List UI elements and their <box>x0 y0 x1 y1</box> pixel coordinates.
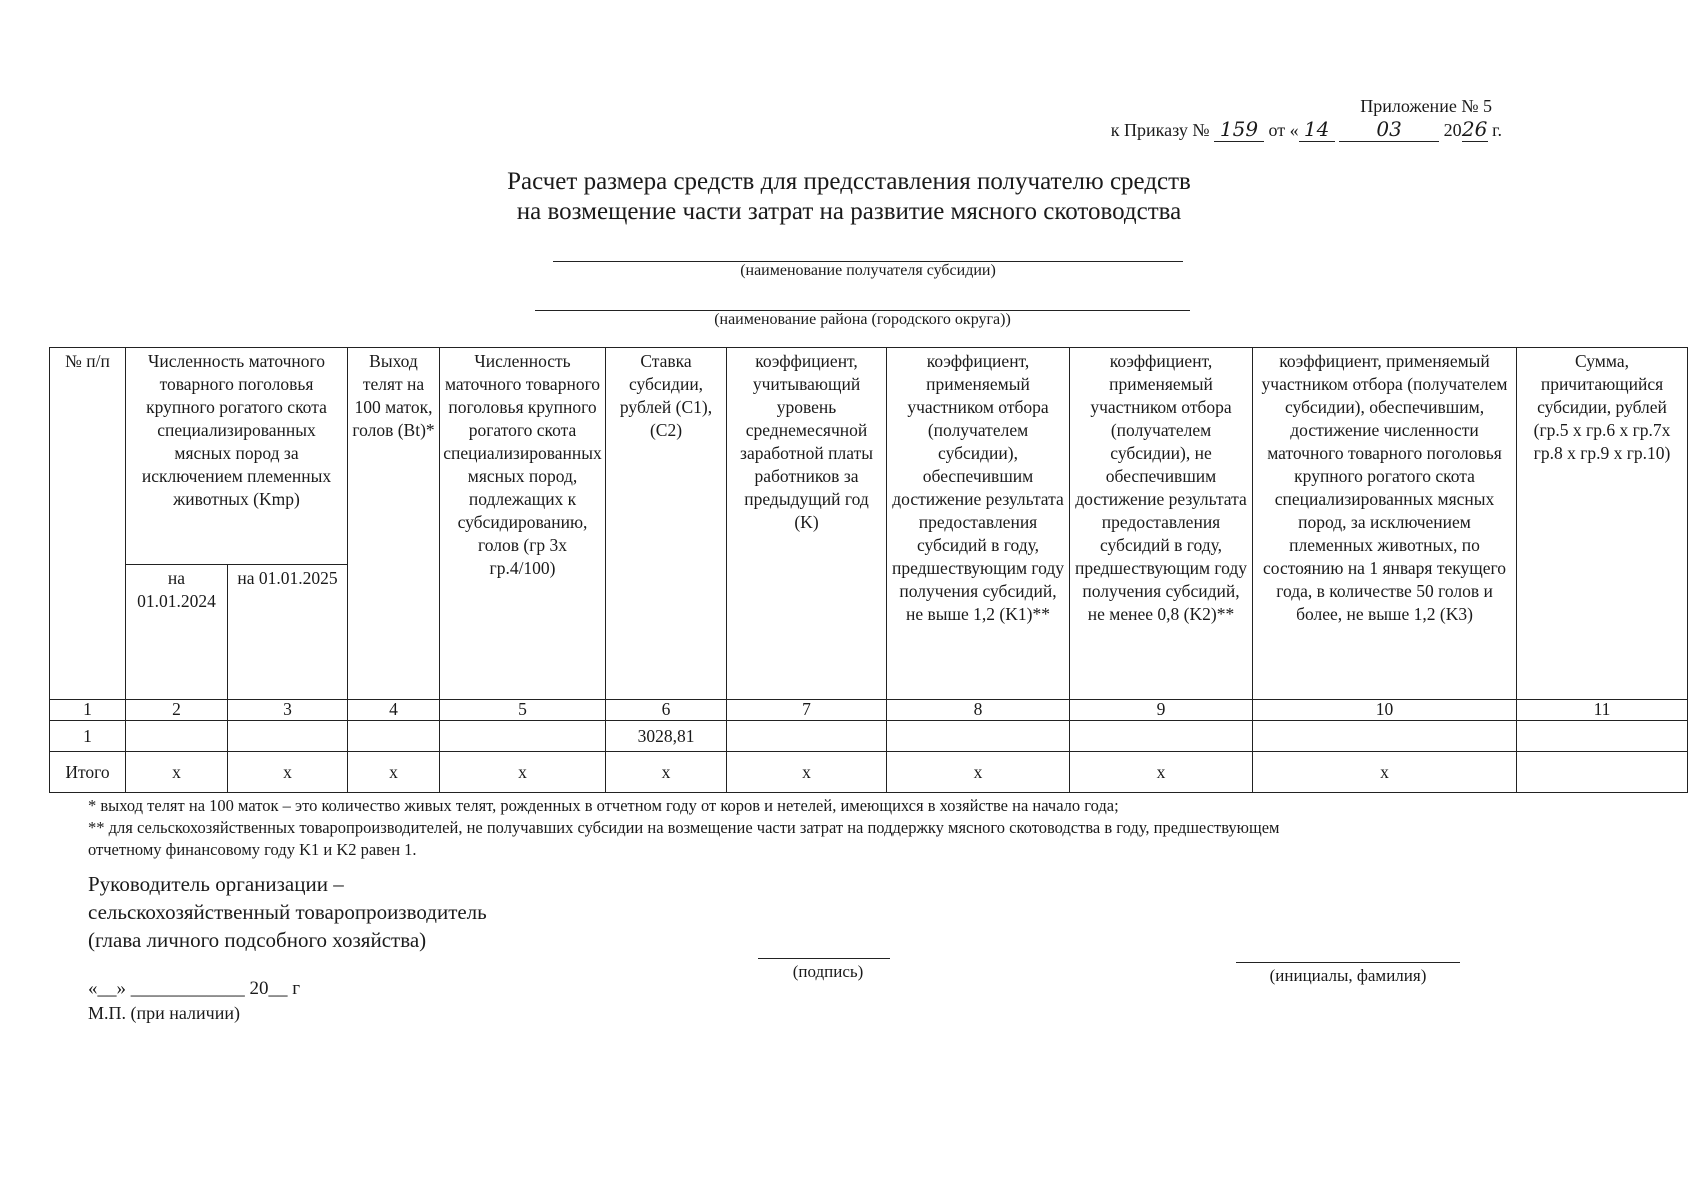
col-number-cell: 7 <box>727 700 887 721</box>
order-year-end: г. <box>1492 120 1502 140</box>
header-col4: Выход телят на 100 маток, голов (Bt)* <box>348 348 440 700</box>
title-line-1: Расчет размера средств для предсставления получателю средств <box>507 168 1191 195</box>
order-year-suffix: 26 <box>1461 117 1488 141</box>
district-caption: (наименование района (городского округа)) <box>714 311 1011 328</box>
table-cell <box>440 721 606 752</box>
total-row <box>50 752 1688 793</box>
signatory-block <box>88 870 487 954</box>
table-cell: 1 <box>50 721 126 752</box>
table-cell <box>1517 721 1688 752</box>
header-col10: коэффициент, применяемый участником отбора (получателем субсидии), обеспечившим, достижение численности маточного товарного поголовья крупного рогатого скота специализированных мясных пород, за исключением племенных животных, по состоянию на 1 января текущего года, в количестве 50 голов и более, не выше 1,2 (K3) <box>1253 348 1517 700</box>
subsidy-rate-cell: 3028,81 <box>606 721 727 752</box>
title-line-2: на возмещение части затрат на развитие мясного скотоводства <box>516 198 1182 225</box>
order-number: 159 <box>1214 117 1264 142</box>
header-col6: Ставка субсидии, рублей (C1), (C2) <box>606 348 727 700</box>
order-day: 14 <box>1299 117 1335 142</box>
document-title <box>0 167 1698 227</box>
header-row-1 <box>50 348 1688 565</box>
total-label: Итого <box>50 752 126 793</box>
col-number-cell: 10 <box>1253 700 1517 721</box>
header-col9: коэффициент, применяемый участником отбора (получателем субсидии), не обеспечившим достижение результата предоставления субсидий в году, предшествующим году получения субсидий, не менее 0,8 (K2)** <box>1070 348 1253 700</box>
signatory-line-1: Руководитель организации – <box>88 872 344 896</box>
table-cell <box>126 721 228 752</box>
header-col8: коэффициент, применяемый участником отбора (получателем субсидии), обеспечившим достижение результата предоставления субсидий в году, предшествующим году получения субсидий, не выше 1,2 (K1)** <box>887 348 1070 700</box>
order-from-label: от « <box>1268 120 1299 140</box>
header-col5: Численность маточного товарного поголовья крупного рогатого скота специализированных мясных пород, подлежащих к субсидированию, голов (гр 3x гр.4/100) <box>440 348 606 700</box>
signature-line <box>758 958 890 959</box>
col-number-cell: 3 <box>228 700 348 721</box>
table-cell <box>1070 721 1253 752</box>
col-number-cell: 4 <box>348 700 440 721</box>
col-number-cell: 2 <box>126 700 228 721</box>
total-cell: x <box>727 752 887 793</box>
col-number-cell: 5 <box>440 700 606 721</box>
total-cell: x <box>1070 752 1253 793</box>
column-number-row <box>50 700 1688 721</box>
order-month: 03 <box>1339 117 1439 142</box>
subsidy-calculation-table <box>49 347 1688 793</box>
footnote-1: * выход телят на 100 маток – это количество живых телят, рожденных в отчетном году от коров и нетелей, имеющихся в хозяйстве на начало года; <box>88 796 1119 815</box>
total-cell: x <box>606 752 727 793</box>
footnote-2a: ** для сельскохозяйственных товаропроизводителей, не получавших субсидии на возмещение части затрат на поддержку мясного скотоводства в году, предшествующем <box>88 818 1280 837</box>
table-cell <box>348 721 440 752</box>
total-cell <box>1517 752 1688 793</box>
col-number-cell: 6 <box>606 700 727 721</box>
recipient-caption: (наименование получателя субсидии) <box>740 262 996 279</box>
order-prefix: к Приказу № <box>1110 120 1210 140</box>
signature-caption: (подпись) <box>792 962 864 981</box>
table-row <box>50 721 1688 752</box>
header-col2: на 01.01.2024 <box>126 565 228 700</box>
signatory-line-2: сельскохозяйственный товаропроизводитель <box>88 900 487 924</box>
table-cell <box>1253 721 1517 752</box>
total-cell: x <box>348 752 440 793</box>
footnote-2b: отчетному финансовому году K1 и K2 равен 1. <box>88 840 417 859</box>
order-reference <box>1111 117 1502 142</box>
total-cell: x <box>1253 752 1517 793</box>
total-cell: x <box>228 752 348 793</box>
name-caption: (инициалы, фамилия) <box>1269 966 1427 985</box>
table-cell <box>228 721 348 752</box>
date-blank: «__» ____________ 20__ г <box>88 978 301 999</box>
signatory-line-3: (глава личного подсобного хозяйства) <box>88 928 427 952</box>
name-line <box>1236 962 1460 963</box>
total-cell: x <box>440 752 606 793</box>
header-col11: Сумма, причитающийся субсидии, рублей (гр.5 x гр.6 x гр.7x гр.8 x гр.9 x гр.10) <box>1517 348 1688 700</box>
header-col23-group: Численность маточного товарного поголовья крупного рогатого скота специализированных мясных пород за исключением племенных животных (Kmp) <box>126 348 348 565</box>
header-col1: № п/п <box>50 348 126 700</box>
table-cell <box>727 721 887 752</box>
appendix-title: Приложение № 5 <box>1360 96 1492 116</box>
order-year-prefix: 20 <box>1443 120 1462 140</box>
total-cell: x <box>126 752 228 793</box>
table-cell <box>887 721 1070 752</box>
total-cell: x <box>887 752 1070 793</box>
col-number-cell: 9 <box>1070 700 1253 721</box>
stamp-label: М.П. (при наличии) <box>88 1003 240 1023</box>
col-number-cell: 8 <box>887 700 1070 721</box>
header-col3: на 01.01.2025 <box>228 565 348 700</box>
col-number-cell: 1 <box>50 700 126 721</box>
header-col7: коэффициент, учитывающий уровень среднемесячной заработной платы работников за предыдущий год (K) <box>727 348 887 700</box>
col-number-cell: 11 <box>1517 700 1688 721</box>
